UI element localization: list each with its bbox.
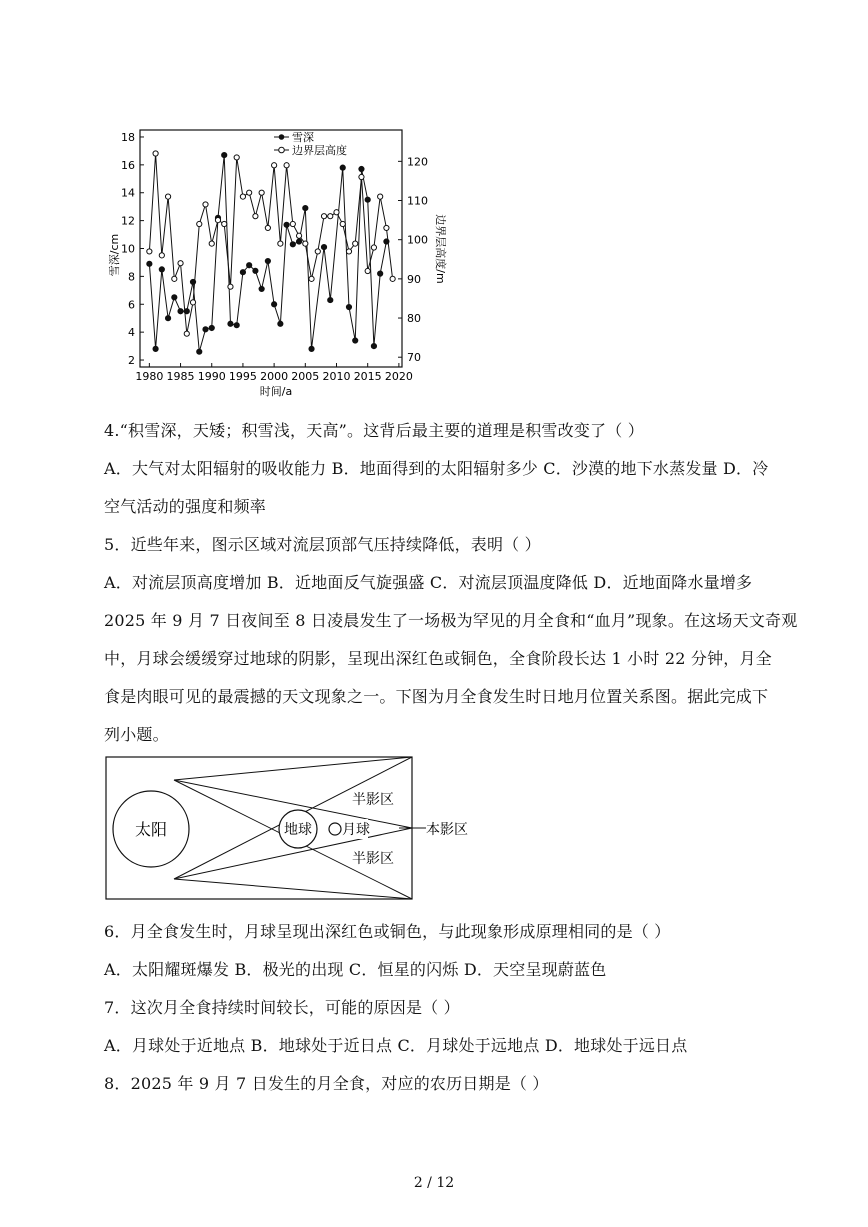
data-point (296, 239, 301, 244)
data-point (309, 276, 314, 281)
data-point (240, 270, 245, 275)
question-5-options: A．对流层顶高度增加 B．近地面反气旋强盛 C．对流层顶温度降低 D．近地面降水量增多 (104, 573, 753, 592)
data-point (253, 214, 258, 219)
y-right-tick-label: 110 (407, 194, 428, 208)
data-point (215, 217, 220, 222)
data-point (178, 261, 183, 266)
data-point (240, 194, 245, 199)
question-4-options-cont: 空气活动的强度和频率 (104, 497, 267, 516)
data-point (272, 302, 277, 307)
data-point (178, 309, 183, 314)
data-point (309, 346, 314, 351)
data-point (328, 297, 333, 302)
data-point (172, 276, 177, 281)
data-point (353, 338, 358, 343)
data-point (159, 267, 164, 272)
data-point (278, 321, 283, 326)
data-point (315, 249, 320, 254)
y-right-tick-label: 100 (407, 233, 428, 247)
data-point (346, 249, 351, 254)
chart-ylabel-left: 雪深/cm (108, 233, 121, 277)
y-right-tick-label: 80 (407, 312, 421, 326)
data-point (321, 245, 326, 250)
question-7-options: A．月球处于近地点 B．地球处于近日点 C．月球处于远地点 D．地球处于远日点 (104, 1036, 688, 1055)
y-left-tick-label: 6 (128, 298, 135, 312)
data-point (253, 268, 258, 273)
data-point (165, 316, 170, 321)
x-tick-label: 1980 (135, 370, 164, 383)
data-point (290, 221, 295, 226)
data-point (378, 271, 383, 276)
data-point (259, 190, 264, 195)
chart-ylabel-right: 边界层高度/m (434, 214, 447, 284)
data-point (296, 233, 301, 238)
data-point (228, 284, 233, 289)
moon-label: 月球 (342, 822, 370, 838)
data-point (340, 221, 345, 226)
data-point (153, 346, 158, 351)
eclipse-position-diagram (104, 755, 484, 903)
moon-circle (329, 823, 341, 835)
data-point (272, 163, 277, 168)
sun-label: 太阳 (134, 820, 168, 839)
data-point (153, 151, 158, 156)
passage-line-1: 2025 年 9 月 7 日夜间至 8 日凌晨发生了一场极为罕见的月全食和“血月”现象。在这场天文奇观 (104, 611, 798, 630)
question-6: 6．月全食发生时，月球呈现出深红色或铜色，与此现象形成原理相同的是（ ） (104, 922, 671, 941)
question-7: 7．这次月全食持续时间较长，可能的原因是（ ） (104, 998, 460, 1017)
x-tick-label: 2010 (322, 370, 351, 383)
data-point (228, 321, 233, 326)
y-right-tick-label: 120 (407, 155, 428, 169)
data-point (359, 166, 364, 171)
x-tick-label: 1985 (166, 370, 195, 383)
data-point (365, 268, 370, 273)
data-point (203, 327, 208, 332)
passage-line-3: 食是肉眼可见的最震撼的天文现象之一。下图为月全食发生时日地月位置关系图。据此完成下 (104, 687, 769, 706)
y-left-tick-label: 14 (121, 186, 135, 200)
x-tick-label: 1995 (228, 370, 257, 383)
x-tick-label: 1990 (197, 370, 226, 383)
y-left-tick-label: 8 (128, 270, 135, 284)
page-number: 2 / 12 (413, 1175, 455, 1191)
data-point (197, 349, 202, 354)
data-point (259, 286, 264, 291)
umbra-label: 本影区 (426, 822, 468, 838)
earth-label: 地球 (284, 822, 312, 838)
snow-depth-boundary-layer-chart (104, 118, 454, 403)
penumbra-bottom-label: 半影区 (352, 851, 394, 867)
data-point (384, 225, 389, 230)
x-tick-label: 2015 (353, 370, 382, 383)
data-point (371, 245, 376, 250)
x-tick-label: 2005 (291, 370, 320, 383)
x-tick-label: 2020 (384, 370, 413, 383)
chart-xlabel: 时间/a (259, 385, 293, 398)
y-left-tick-label: 12 (121, 214, 135, 228)
y-left-tick-label: 16 (121, 158, 135, 172)
y-left-tick-label: 10 (121, 242, 135, 256)
data-point (303, 241, 308, 246)
data-point (340, 165, 345, 170)
question-4: 4.“积雪深，天矮；积雪浅，天高”。这背后最主要的道理是积雪改变了（ ） (104, 421, 644, 440)
data-point (209, 325, 214, 330)
y-left-tick-label: 2 (128, 354, 135, 368)
question-6-options: A．太阳耀斑爆发 B．极光的出现 C．恒星的闪烁 D．天空呈现蔚蓝色 (104, 960, 607, 979)
data-point (303, 205, 308, 210)
data-point (365, 197, 370, 202)
y-left-tick-label: 18 (121, 130, 135, 144)
data-point (165, 194, 170, 199)
passage-line-2: 中，月球会缓缓穿过地球的阴影，呈现出深红色或铜色，全食阶段长达 1 小时 22 分钟，月全 (104, 649, 772, 668)
data-point (378, 194, 383, 199)
data-point (390, 276, 395, 281)
question-8: 8．2025 年 9 月 7 日发生的月全食，对应的农历日期是（ ） (104, 1074, 549, 1093)
data-point (222, 221, 227, 226)
penumbra-top-label: 半影区 (352, 792, 394, 808)
data-point (247, 263, 252, 268)
data-point (353, 241, 358, 246)
data-point (184, 331, 189, 336)
data-point (321, 214, 326, 219)
data-point (203, 202, 208, 207)
data-point (234, 323, 239, 328)
data-point (265, 258, 270, 263)
data-point (359, 174, 364, 179)
y-left-tick-label: 4 (128, 326, 135, 340)
data-point (328, 214, 333, 219)
data-point (284, 222, 289, 227)
data-point (284, 163, 289, 168)
plot-frame (140, 130, 402, 367)
x-tick-label: 2000 (260, 370, 289, 383)
legend-snow-depth: 雪深 (292, 131, 314, 144)
data-point (290, 242, 295, 247)
data-point (197, 221, 202, 226)
question-4-options: A．大气对太阳辐射的吸收能力 B．地面得到的太阳辐射多少 C．沙漠的地下水蒸发量 D．冷 (104, 459, 769, 478)
data-point (209, 241, 214, 246)
passage-line-4: 列小题。 (104, 725, 169, 744)
question-5: 5．近些年来，图示区域对流层顶部气压持续降低，表明（ ） (104, 535, 541, 554)
data-point (172, 295, 177, 300)
data-point (234, 155, 239, 160)
data-point (190, 300, 195, 305)
data-point (147, 249, 152, 254)
data-point (265, 225, 270, 230)
data-point (222, 152, 227, 157)
y-right-tick-label: 90 (407, 272, 421, 286)
legend-boundary-layer: 边界层高度 (292, 144, 347, 157)
data-point (247, 190, 252, 195)
y-right-tick-label: 70 (407, 351, 421, 365)
data-point (147, 261, 152, 266)
data-point (278, 241, 283, 246)
data-point (159, 253, 164, 258)
data-point (334, 210, 339, 215)
data-point (371, 343, 376, 348)
data-point (346, 304, 351, 309)
